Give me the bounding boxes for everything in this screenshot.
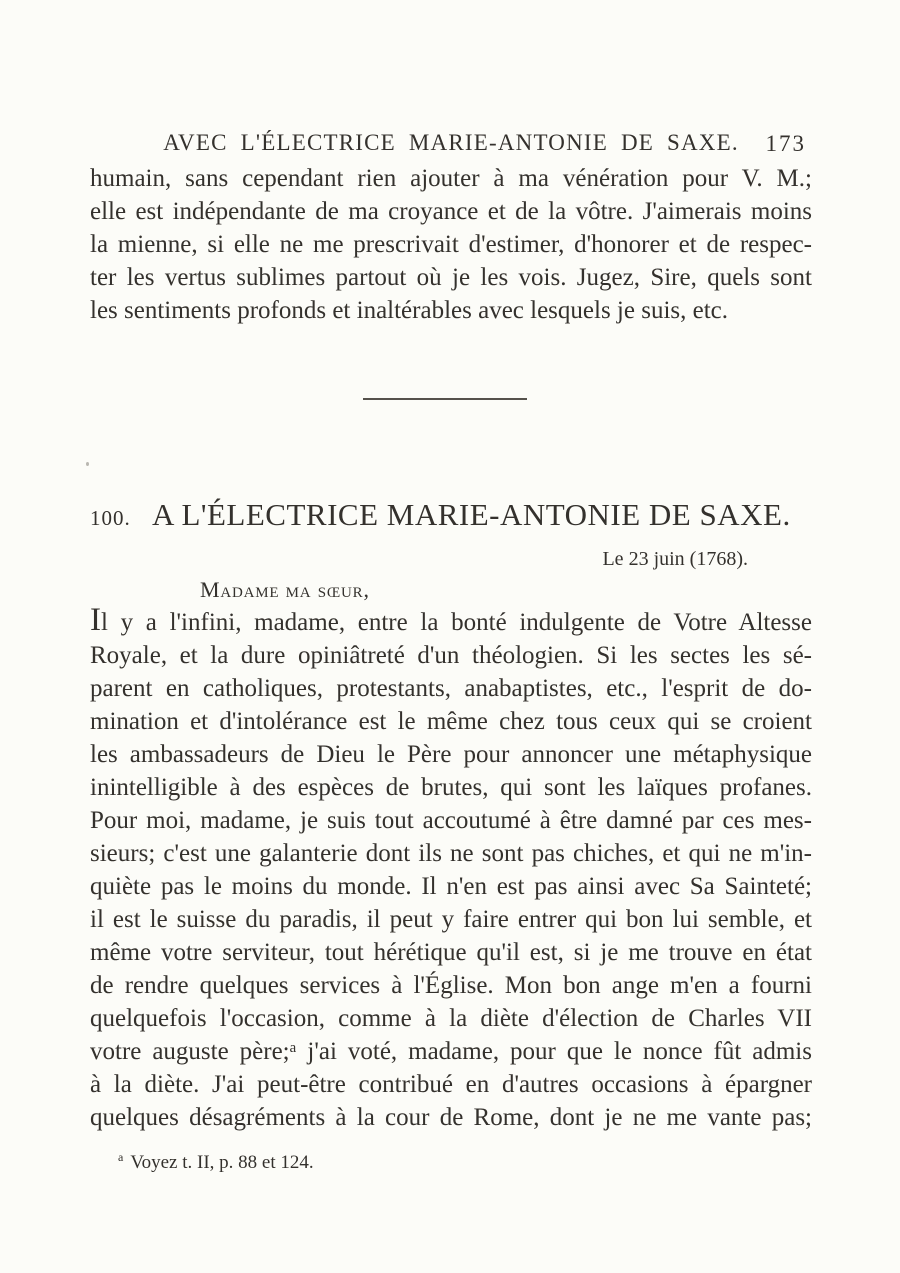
footnote-text: Voyez t. II, p. 88 et 124.	[130, 1152, 314, 1173]
footnote	[118, 1150, 314, 1174]
text-line: inintelligible à des espèces de brutes, qui sont les laïques profanes.	[90, 774, 812, 801]
text-line: à la diète. J'ai peut-être contribué en d'autres occasions à épargner	[90, 1071, 812, 1098]
text-line: la mienne, si elle ne me prescrivait d'estimer, d'honorer et de respec-	[90, 231, 812, 258]
letter-date: Le 23 juin (1768).	[602, 548, 748, 570]
letter-salutation: Madame ma sœur,	[200, 577, 370, 602]
text-line: Pour moi, madame, je suis tout accoutumé à être damné par ces mes-	[90, 807, 812, 834]
text-line: même votre serviteur, tout hérétique qu'il est, si je me trouve en état	[90, 939, 812, 966]
page-number: 173	[765, 131, 806, 156]
letter-heading-row	[90, 497, 812, 533]
text-line: Il y a l'infini, madame, entre la bonté indulgente de Votre Altesse	[90, 602, 812, 638]
text-line: quiète pas le moins du monde. Il n'en est pas ainsi avec Sa Sainteté;	[90, 873, 812, 900]
continuation-paragraph	[90, 162, 812, 327]
text-line: de rendre quelques services à l'Église. Mon bon ange m'en a fourni	[90, 972, 812, 999]
letter-heading: A L'ÉLECTRICE MARIE-ANTONIE DE SAXE.	[152, 497, 791, 532]
text-line: les sentiments profonds et inaltérables avec lesquels je suis, etc.	[90, 297, 729, 324]
text-line: les ambassadeurs de Dieu le Père pour annoncer une métaphysique	[90, 741, 812, 768]
text-line: sieurs; c'est une galanterie dont ils ne sont pas chiches, et qui ne m'in-	[90, 840, 812, 867]
scan-speck	[86, 462, 89, 466]
text-line: quelques désagréments à la cour de Rome, dont je ne me vante pas;	[90, 1104, 812, 1131]
text-line: elle est indépendante de ma croyance et de la vôtre. J'aimerais moins	[90, 198, 812, 225]
text-line: il est le suisse du paradis, il peut y faire entrer qui bon lui semble, et	[90, 906, 812, 933]
text-line: humain, sans cependant rien ajouter à ma vénération pour V. M.;	[90, 165, 812, 192]
text-line: Royale, et la dure opiniâtreté d'un théologien. Si les sectes les sé-	[90, 642, 812, 669]
text-line: votre auguste père;ᵃ j'ai voté, madame, pour que le nonce fût admis	[90, 1038, 812, 1065]
footnote-marker: a	[118, 1150, 124, 1164]
text-line: ter les vertus sublimes partout où je les vois. Jugez, Sire, quels sont	[90, 264, 812, 291]
running-head	[90, 130, 812, 156]
text-line: mination et d'intolérance est le même chez tous ceux qui se croient	[90, 708, 812, 735]
running-head-title: AVEC L'ÉLECTRICE MARIE-ANTONIE DE SAXE.	[163, 130, 739, 155]
letter-number: 100.	[90, 506, 131, 530]
letter-body	[90, 602, 812, 1134]
text-line: quelquefois l'occasion, comme à la diète d'élection de Charles VII	[90, 1005, 812, 1032]
section-divider	[363, 398, 527, 400]
text-line: parent en catholiques, protestants, anabaptistes, etc., l'esprit de do-	[90, 675, 812, 702]
